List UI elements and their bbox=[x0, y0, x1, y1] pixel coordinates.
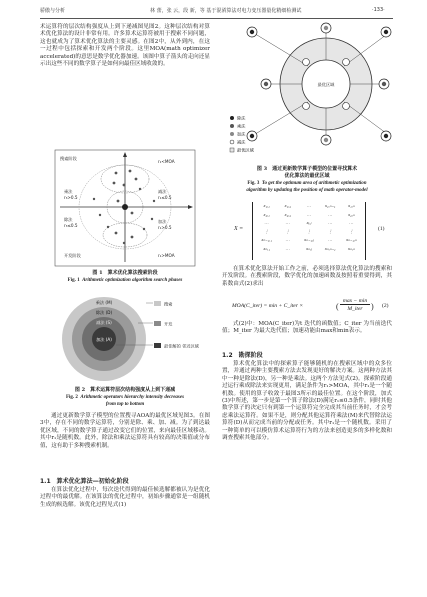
legend-best: 最佳解的 邻近区域 bbox=[164, 343, 199, 349]
matrix-cell: … bbox=[328, 237, 333, 242]
label-exploit-stage: 开发阶段 bbox=[64, 253, 81, 258]
ring-label-d: 除法 (D) bbox=[95, 310, 113, 315]
matrix-cell: … bbox=[285, 220, 290, 225]
matrix-cell: x₂,ₙ bbox=[348, 211, 355, 217]
label-r1-le: r₁≤0.5 bbox=[158, 195, 172, 200]
caption-number: Fig. 1 bbox=[67, 278, 80, 283]
ring-label-a: 加法 (A) bbox=[96, 337, 112, 342]
legend-exploit: 开发 bbox=[164, 321, 173, 327]
eq1-matrix bbox=[252, 202, 366, 260]
matrix-cell: x₁,ₙ bbox=[348, 203, 355, 208]
matrix-cell: … bbox=[328, 211, 333, 217]
matrix-cell: … bbox=[285, 245, 290, 251]
matrix-cell: xₙ,ⱼ bbox=[306, 245, 312, 251]
matrix-cell: ⋮ bbox=[327, 228, 333, 234]
page-number: ·133· bbox=[372, 7, 385, 13]
matrix-cell: xₙ₋₁,ⱼ bbox=[304, 237, 314, 242]
label-multiply: 乘法 bbox=[64, 189, 73, 194]
legend-add: 加法 bbox=[237, 131, 246, 137]
caption-text: Arithmetic operators hierarchy intensity decreases bbox=[80, 395, 185, 400]
eq2-denominator: M_iter bbox=[347, 306, 363, 312]
legend-search: 搜索 bbox=[164, 301, 173, 307]
figure-1-caption-en bbox=[40, 278, 210, 285]
section-1-1-title: 1.1 算术优化算法—初始化阶段 bbox=[40, 478, 129, 485]
figure-3-caption-en bbox=[222, 181, 392, 188]
matrix-cell: xᵢ,ⱼ bbox=[306, 220, 312, 225]
figure-2-caption-cn: 图 2 算术运算符层次结构强度从上到下递减 bbox=[74, 387, 176, 393]
journal-name: 骄傲与分析 bbox=[40, 8, 66, 14]
eq2-open-paren: ( bbox=[336, 302, 339, 311]
right-paragraph-3 bbox=[222, 361, 392, 442]
matrix-cell: x₂,₂ bbox=[284, 211, 291, 217]
matrix-cell: … bbox=[306, 211, 311, 217]
legend-swatch-best bbox=[154, 343, 161, 348]
matrix-cell: … bbox=[328, 220, 333, 225]
legend-swatch-search bbox=[154, 301, 161, 306]
matrix-cell: xₙ₋₁,₁ bbox=[261, 237, 272, 242]
figure-2-caption-en bbox=[40, 395, 210, 402]
matrix-cell: … bbox=[285, 237, 290, 242]
label-add: 加法 bbox=[158, 219, 167, 224]
matrix-cell: ⋮ bbox=[349, 228, 354, 234]
right-paragraph-1 bbox=[222, 266, 392, 288]
label-subtract: 减法 bbox=[158, 189, 167, 194]
label-moa-lt: r₁<MOA bbox=[158, 159, 175, 164]
legend-divide: 除法 bbox=[237, 115, 246, 121]
matrix-cell: x₁,ₙ₋₁ bbox=[324, 203, 336, 208]
best-solution-point bbox=[122, 204, 128, 210]
eq2-lhs: MOA(C_iter) = min + C_iter × bbox=[232, 303, 304, 309]
caption-number: Fig. 2 bbox=[65, 395, 78, 400]
figure-1-search-phases bbox=[54, 149, 196, 267]
label-moa-gt: r₁>MOA bbox=[158, 253, 175, 258]
matrix-cell: … bbox=[349, 220, 354, 225]
eq2-numerator: max − min bbox=[340, 298, 370, 305]
matrix-cell: xₙ,₁ bbox=[263, 245, 270, 251]
matrix-cell: ⋮ bbox=[306, 228, 312, 234]
paragraph-text: 式(2)中：MOA(C_iter)为t 迭代的函数值；C_iter 为当前迭代值；M_iter 为最大迭代值；加速功能由max和min表示。 bbox=[222, 321, 392, 335]
eq2-close-paren: ) bbox=[371, 302, 374, 311]
eq2-number: (2) bbox=[382, 303, 389, 309]
figure-2-caption-en-line2: from top to bottom bbox=[105, 402, 145, 407]
paragraph-text: 在算术优化算法开始工作之前，必须选择算法优化算法的搜索和开发阶段。在搜索阶段，数学优化的加速函数及按照着重要得到，其系数由式(2)求出 bbox=[222, 266, 392, 287]
optimal-region-label: 最优区域 bbox=[317, 82, 335, 87]
running-title: 林 蕾，张 云，段 新，等 基于混淆算法对电力变压器量化精细检测试 bbox=[150, 8, 302, 14]
figure-3-caption-cn: 图 3 通过更新数学算子模型的位置寻找算术 bbox=[256, 166, 358, 172]
caption-text: Arithmetic optimization algorithm search phases bbox=[82, 278, 183, 283]
header-rule bbox=[40, 18, 393, 19]
matrix-cell: xₙ,ₙ₋₁ bbox=[324, 245, 336, 251]
legend-subtract: 减法 bbox=[237, 139, 246, 145]
figure-2-operator-hierarchy bbox=[64, 295, 199, 383]
matrix-cell: … bbox=[264, 220, 269, 225]
matrix-cell: xₙ₋₁,ₙ bbox=[346, 237, 357, 242]
eq1-number: (1) bbox=[378, 226, 385, 232]
paragraph-text: 算术优化算法中的探索算子能够随机的在搜索区域中的众多位置，并通过两种主要搜索方法去发现更好的解决方案。这两种方法其中一种是除法(D)，另一种是乘法。这两个方法见式(2)。探索阶段通过运行乘成除法来实现更用，满足条件为r₁>MOA，其中r₁是一个随机数。使用的算子收敛于最图3所示的最佳位置。在这个阶段，加式(3)中所述，第一步是第一个算子除法(D)满足r₁≤0.5条件，同时其他数学算子的决定只有到第一个运算符完全完成其当前任务时，才会考虑乘法运算符。如果不是，则分配其他运算符乘法(M)来代替除法运算符(D)从而完成当前的分配或任务。其中r₁是一个随机数。采用了一种简单的可以模仿算术运算符行为的方法来创造更多的多样化数和调查搜索其他部分。 bbox=[222, 361, 392, 442]
caption-text: To get the optimum area of arithmetic optimization bbox=[261, 181, 367, 186]
figure-3-caption-cn-line2: 优化算法的最优区域 bbox=[284, 173, 330, 179]
paragraph-text: 在算法优化过程中，每次迭代得到的最佳候选解都被认为是优化过程中的最优解。在该算法的优化过程中，初始步骤通常是一组随机生成的候选解。该优化过程见式(1) bbox=[40, 487, 210, 508]
matrix-cell: … bbox=[306, 203, 311, 208]
right-paragraph-2 bbox=[222, 321, 392, 336]
equation-2 bbox=[232, 298, 392, 316]
caption-number: Fig. 3 bbox=[247, 181, 260, 186]
matrix-cell: x₁,₂ bbox=[284, 203, 291, 208]
label-r1-gt: r₁>0.5 bbox=[158, 225, 172, 230]
left-paragraph-1 bbox=[40, 24, 210, 68]
legend-optimal: 最优区域 bbox=[237, 147, 254, 153]
left-paragraph-2 bbox=[40, 413, 210, 450]
figure-3-caption-en-line2: algorithm by updating the position of math operator-model bbox=[246, 188, 368, 193]
ring-label-m: 乘法 (M) bbox=[95, 300, 113, 305]
label-search-stage: 搜索阶段 bbox=[60, 156, 77, 161]
matrix-cell: ⋮ bbox=[285, 228, 291, 234]
matrix-cell: x₁,₁ bbox=[263, 203, 270, 208]
paragraph-text: 通过更新数学算子模型的位置搜寻AOA的最优区域见图3。在图3中，存在不同的数学运算符，分别是除、乘、加、减。为了到达最优区域，不同的数学算子通过改变它们的位置，来向最佳区域移动。其中r₁是随机数。此外，除法和乘法运算符具有较高的决策值或分布值，这有助于多种搜索机制。 bbox=[40, 413, 210, 449]
label-divide: 除法 bbox=[64, 217, 73, 222]
eq1-lhs: X = bbox=[234, 226, 244, 232]
label-r3-le: r₃≤0.5 bbox=[64, 223, 78, 228]
section-1-2-title: 1.2 勘探阶段 bbox=[222, 352, 263, 359]
figure-1-caption-cn: 图 1 算术优化算法搜索阶段 bbox=[92, 270, 158, 276]
equation-1 bbox=[228, 200, 392, 262]
ring-label-s: 减法 (S) bbox=[96, 320, 112, 325]
matrix-cell: xₙ,ₙ bbox=[348, 245, 355, 251]
legend-swatch-exploit bbox=[154, 321, 161, 326]
figure-3-optimum-area bbox=[226, 22, 392, 164]
left-paragraph-3 bbox=[40, 487, 210, 509]
matrix-cell: ⋮ bbox=[264, 228, 269, 234]
legend-multiply: 乘法 bbox=[237, 123, 246, 129]
matrix-cell: x₂,₁ bbox=[263, 211, 270, 217]
label-r3-gt: r₃>0.5 bbox=[64, 195, 78, 200]
paragraph-text: 术运算符的层次结构强度从上到下递减图见图2。这种层次结构对算术优化算法的设计非常有用。许多算术运算符被用于搜索不同问题，这也就成为了算术优化算法的主要灵感。在图2中，从外到内，在这一过程中包括探索和开发两个阶段。这里MOA(math optimizer accelerated)的意思是数学优化器加速。该图中算子箭头的走向还显示出这些不同的数学算子是如何向最佳区域收敛的。 bbox=[40, 24, 210, 68]
